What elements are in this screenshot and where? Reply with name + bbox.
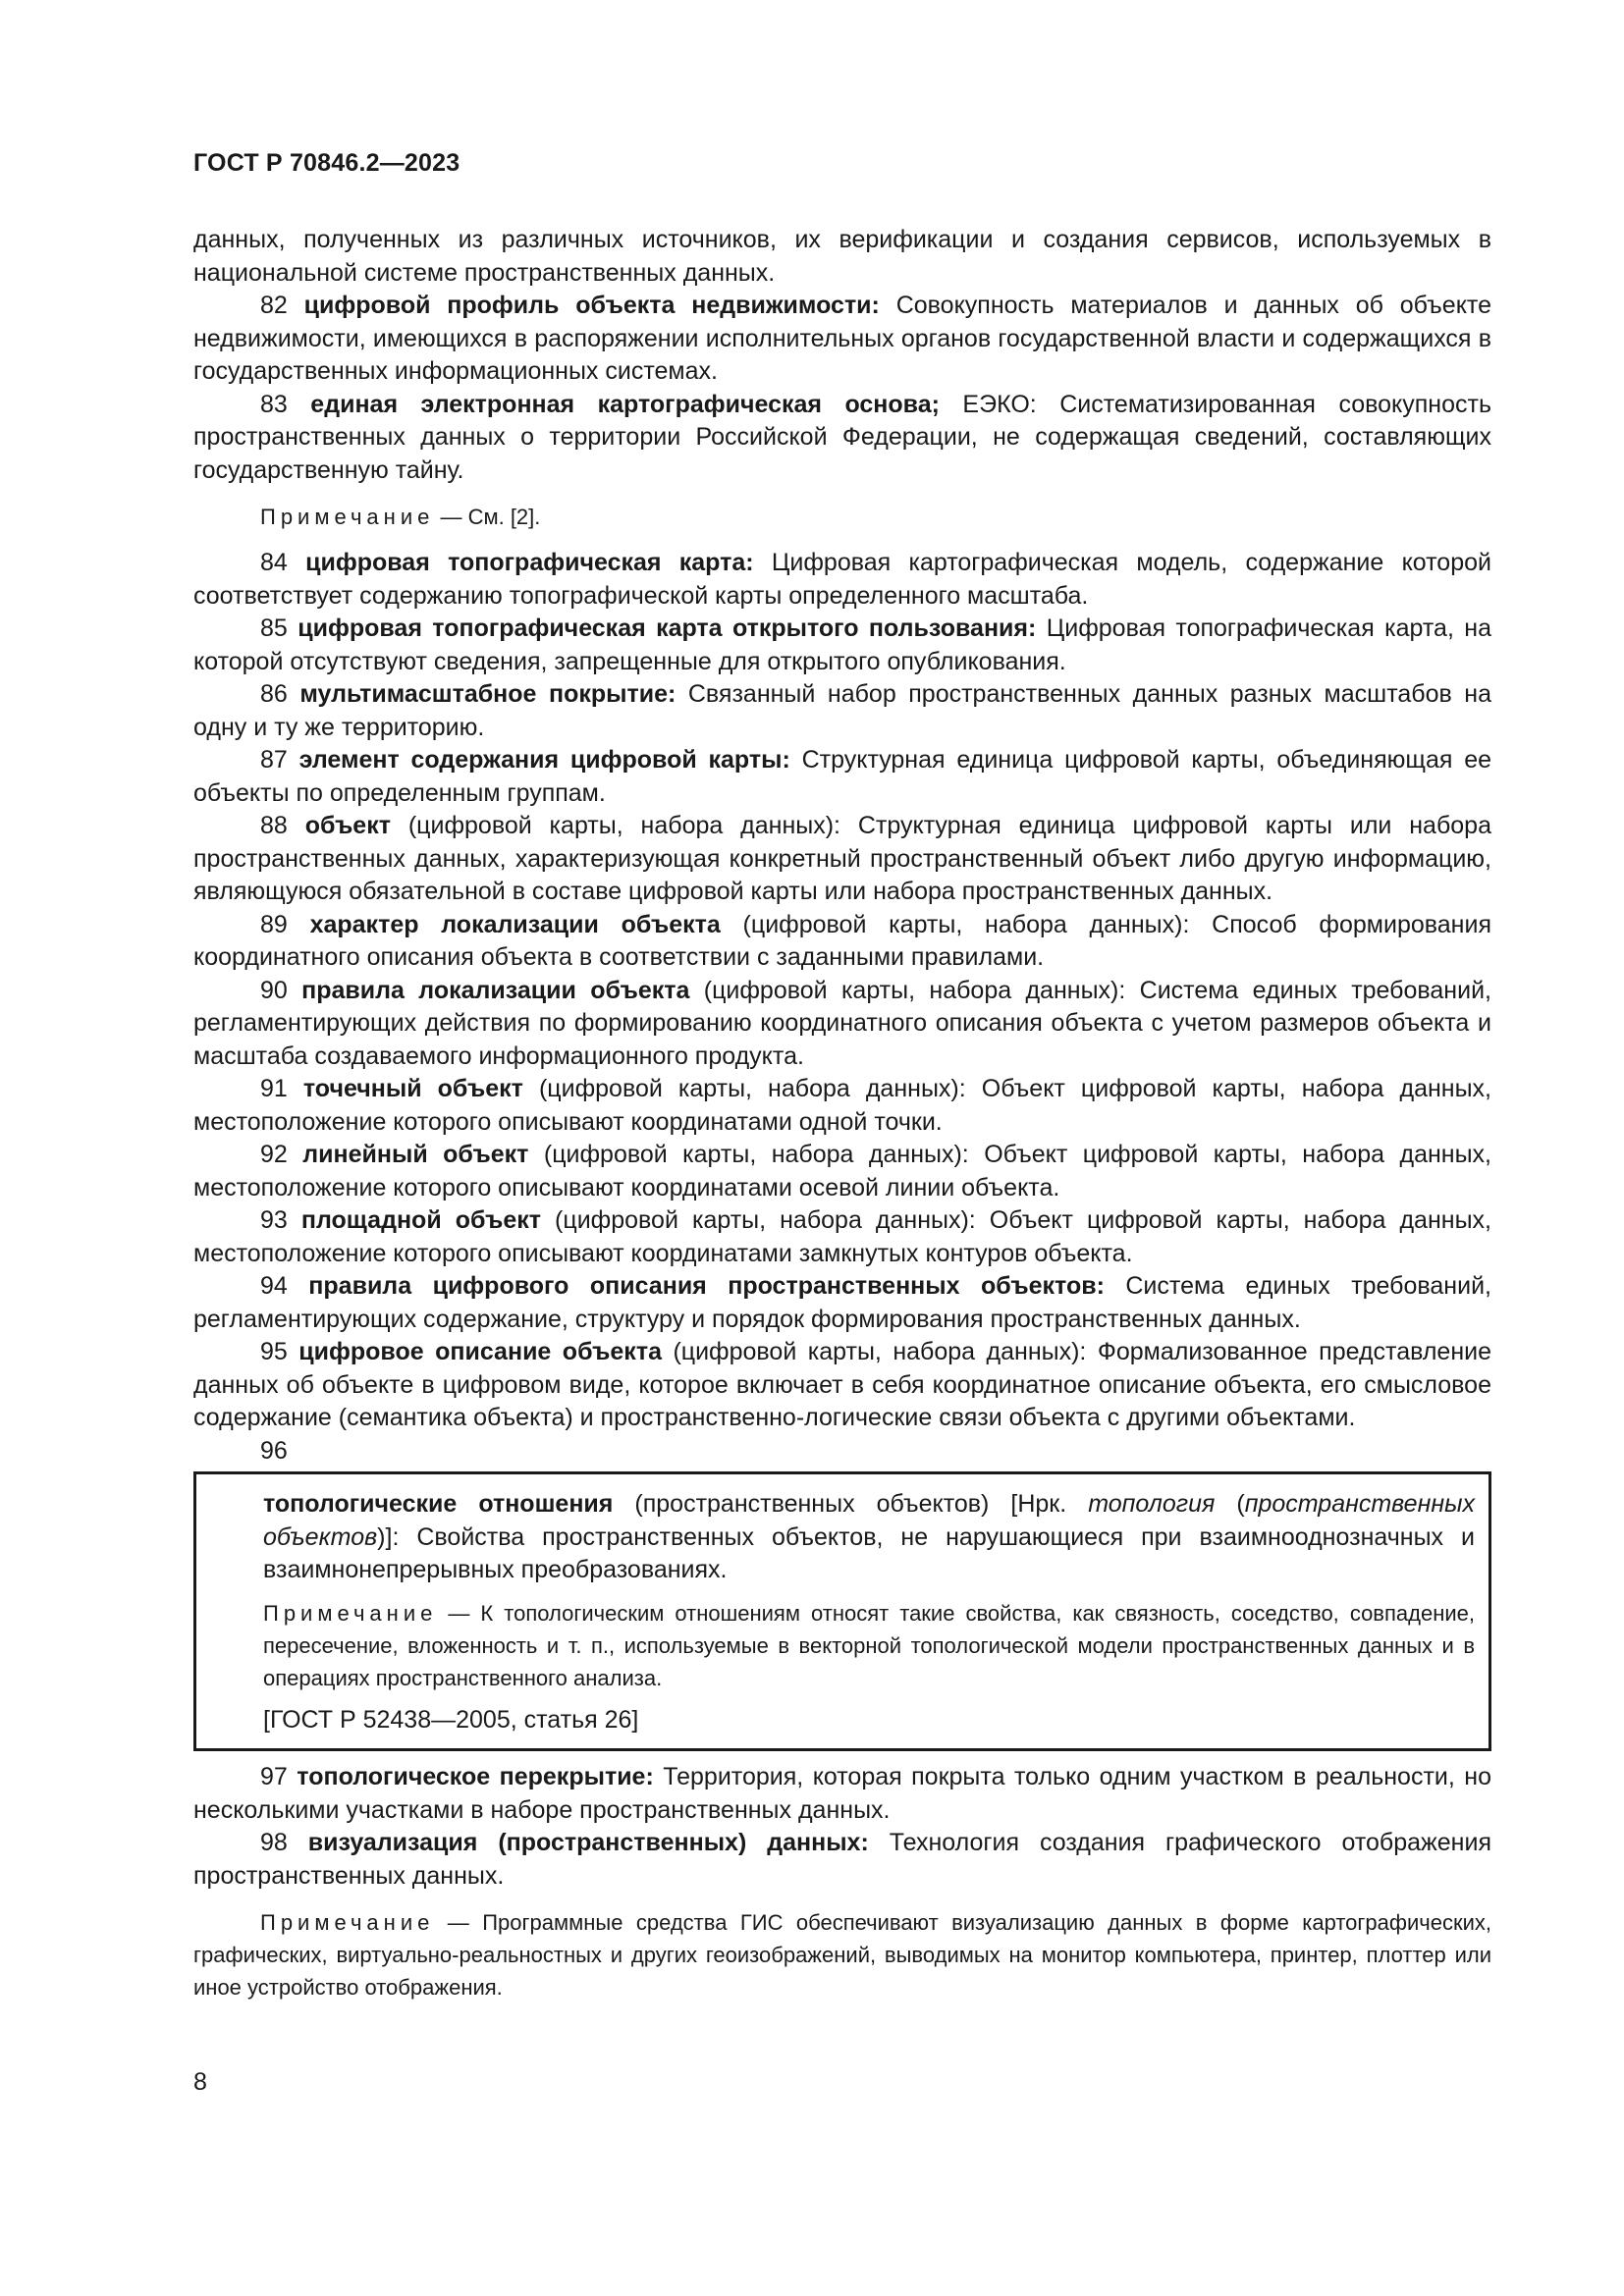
document-page: [193, 0, 1491, 2296]
term-title: цифровой профиль объекта недвижимости:: [303, 292, 880, 319]
deprecated-open: (: [1215, 1490, 1245, 1518]
term-number: 91: [260, 1075, 288, 1102]
term-definition: (цифровой карты, набора данных): Объект цифровой карты, набора данных, местоположение которого описывают координатами одной точки.: [193, 1075, 1492, 1136]
note-83: [193, 501, 1491, 533]
term-definition: Технология создания графического отображения пространственных данных.: [193, 1829, 1491, 1890]
term-title: мультимасштабное покрытие:: [299, 680, 677, 708]
note-text: К топологическим отношениям относят такие свойства, как связность, соседство, совпадение, пересечение, вложенность и т. п., используемые в векторной топологической модели пространственных данных и в операциях пространственного анализа.: [263, 1600, 1475, 1690]
term-number: 86: [260, 680, 288, 708]
page-number: 8: [193, 2068, 207, 2096]
term-number: 88: [260, 812, 288, 839]
term-definition: Система единых требований, регламентирующих содержание, структуру и порядок формирования пространственных данных.: [193, 1272, 1491, 1333]
boxed-term-definition: [263, 1488, 1475, 1587]
term-number: 93: [260, 1206, 288, 1234]
term-number: 87: [260, 746, 288, 774]
term-title: цифровая топографическая карта:: [305, 549, 754, 576]
note-dash: —: [434, 505, 468, 529]
term-entry-89: [193, 909, 1491, 975]
term-definition: Структурная единица цифровой карты, объединяющая ее объекты по определенным группам.: [193, 746, 1492, 807]
term-entry-94: [193, 1270, 1491, 1336]
note-label: Примечание: [260, 505, 435, 529]
term-number: 94: [260, 1272, 288, 1300]
deprecated-term: топология: [1088, 1490, 1216, 1518]
term-entry-82: [193, 290, 1491, 389]
term-definition: ЕЭКО: Систематизированная совокупность пространственных данных о территории Российской Федерации, не содержащая сведений, составляющих государственную тайну.: [193, 390, 1491, 484]
term-number: 97: [260, 1763, 288, 1790]
term-entry-86: [193, 678, 1491, 744]
term-definition: (цифровой карты, набора данных): Способ формирования координатного описания объекта в соответствии с заданными правилами.: [193, 910, 1491, 971]
term-title: визуализация (пространственных) данных:: [307, 1829, 869, 1856]
term-entry-83: [193, 389, 1491, 488]
term-entry-98: [193, 1827, 1491, 1893]
term-definition: (цифровой карты, набора данных): Структурная единица цифровой карты или набора пространственных данных, характеризующая конкретный пространственный объект либо другую информацию, являющуюся обязательной в составе цифровой карты или набора пространственных данных.: [193, 812, 1491, 905]
term-title: площадной объект: [300, 1206, 542, 1234]
deprecated-qualifier: пространственных объектов: [263, 1490, 1476, 1551]
term-title: объект: [304, 812, 391, 839]
term-title: правила локализации объекта: [301, 976, 690, 1004]
term-definition: Связанный набор пространственных данных разных масштабов на одну и ту же территорию.: [193, 680, 1492, 741]
note-label: Примечание: [263, 1600, 438, 1626]
note-96: [263, 1597, 1475, 1694]
term-title: цифровая топографическая карта открытого пользования:: [298, 614, 1037, 642]
term-definition: : Свойства пространственных объектов, не нарушающиеся при взаимнооднозначных и взаимнонепрерывных преобразованиях.: [263, 1522, 1475, 1583]
term-definition: Совокупность материалов и данных об объекте недвижимости, имеющихся в распоряжении исполнительных органов государственной власти и содержащихся в государственных информационных системах.: [193, 292, 1491, 385]
term-definition: (цифровой карты, набора данных): Объект цифровой карты, набора данных, местоположение которого описывают координатами замкнутых контуров объекта.: [193, 1206, 1491, 1267]
term-entry-93: [193, 1204, 1491, 1270]
term-number: 95: [260, 1338, 288, 1365]
term-number: 84: [260, 549, 288, 576]
term-title: топологические отношения: [263, 1490, 614, 1518]
term-entry-88: [193, 810, 1491, 909]
term-number: 82: [260, 292, 288, 319]
term-number: 85: [260, 614, 288, 642]
term-definition: (цифровой карты, набора данных): Формализованное представление данных об объекте в цифровом виде, которое включает в себя координатное описание объекта, его смысловое содержание (семантика объекта) и пространственно-логические связи объекта с другими объектами.: [193, 1338, 1491, 1431]
term-entry-96-number: 96: [260, 1436, 288, 1465]
term-entry-85: [193, 613, 1491, 678]
term-definition: (цифровой карты, набора данных): Система единых требований, регламентирующих действия по формированию координатного описания объекта с учетом размеров объекта и масштаба создаваемого информационного продукта.: [193, 976, 1491, 1070]
continuation-paragraph: данных, полученных из различных источников, их верификации и создания сервисов, используемых в национальной системе пространственных данных.: [193, 226, 1491, 287]
term-title: цифровое описание объекта: [298, 1338, 662, 1365]
note-text: Программные средства ГИС обеспечивают визуализацию данных в форме картографических, графических, виртуально-реальностных и других геоизображений, выводимых на монитор компьютера, принтер, плоттер или иное устройство отображения.: [193, 1910, 1491, 2000]
term-entry-84: [193, 547, 1491, 613]
term-number: 98: [260, 1829, 288, 1856]
note-dash: —: [437, 1600, 481, 1626]
document-body: [193, 224, 1491, 2003]
term-definition: Территория, которая покрыта только одним участком в реальности, но несколькими участками в наборе пространственных данных.: [193, 1763, 1491, 1824]
term-number: 92: [260, 1141, 288, 1168]
note-text: См. [2].: [467, 505, 541, 529]
source-reference: [ГОСТ Р 52438—2005, статья 26]: [263, 1705, 639, 1734]
term-definition: Цифровая топографическая карта, на которой отсутствуют сведения, запрещенные для открытого опубликования.: [193, 614, 1492, 675]
term-definition: (цифровой карты, набора данных): Объект цифровой карты, набора данных, местоположение которого описывают координатами осевой линии объекта.: [193, 1141, 1491, 1201]
term-title: точечный объект: [302, 1075, 523, 1102]
term-title: единая электронная картографическая основа;: [310, 390, 940, 418]
term-qualifier: (пространственных объектов) [Нрк.: [613, 1490, 1089, 1518]
term-number: 83: [260, 390, 288, 418]
note-label: Примечание: [260, 1910, 435, 1935]
term-entry-95: [193, 1336, 1491, 1435]
term-entry-90: [193, 975, 1491, 1074]
term-title: характер локализации объекта: [309, 910, 721, 938]
note-98: [193, 1906, 1491, 2003]
note-dash: —: [434, 1910, 483, 1935]
term-title: линейный объект: [302, 1141, 529, 1168]
term-entry-97: [193, 1761, 1491, 1827]
term-entry-87: [193, 744, 1491, 810]
term-entry-92: [193, 1139, 1491, 1204]
term-title: правила цифрового описания пространственных объектов:: [308, 1272, 1105, 1300]
term-number: 90: [260, 976, 288, 1004]
term-title: элемент содержания цифровой карты:: [298, 746, 790, 774]
document-header: ГОСТ Р 70846.2—2023: [193, 149, 460, 177]
boxed-term-entry-96: [193, 1471, 1491, 1751]
term-number: 89: [260, 910, 288, 938]
term-definition: Цифровая картографическая модель, содержание которой соответствует содержанию топографической карты определенного масштаба.: [193, 549, 1491, 610]
deprecated-close: )]: [377, 1522, 393, 1551]
term-entry-91: [193, 1073, 1491, 1139]
term-title: топологическое перекрытие:: [297, 1763, 654, 1790]
